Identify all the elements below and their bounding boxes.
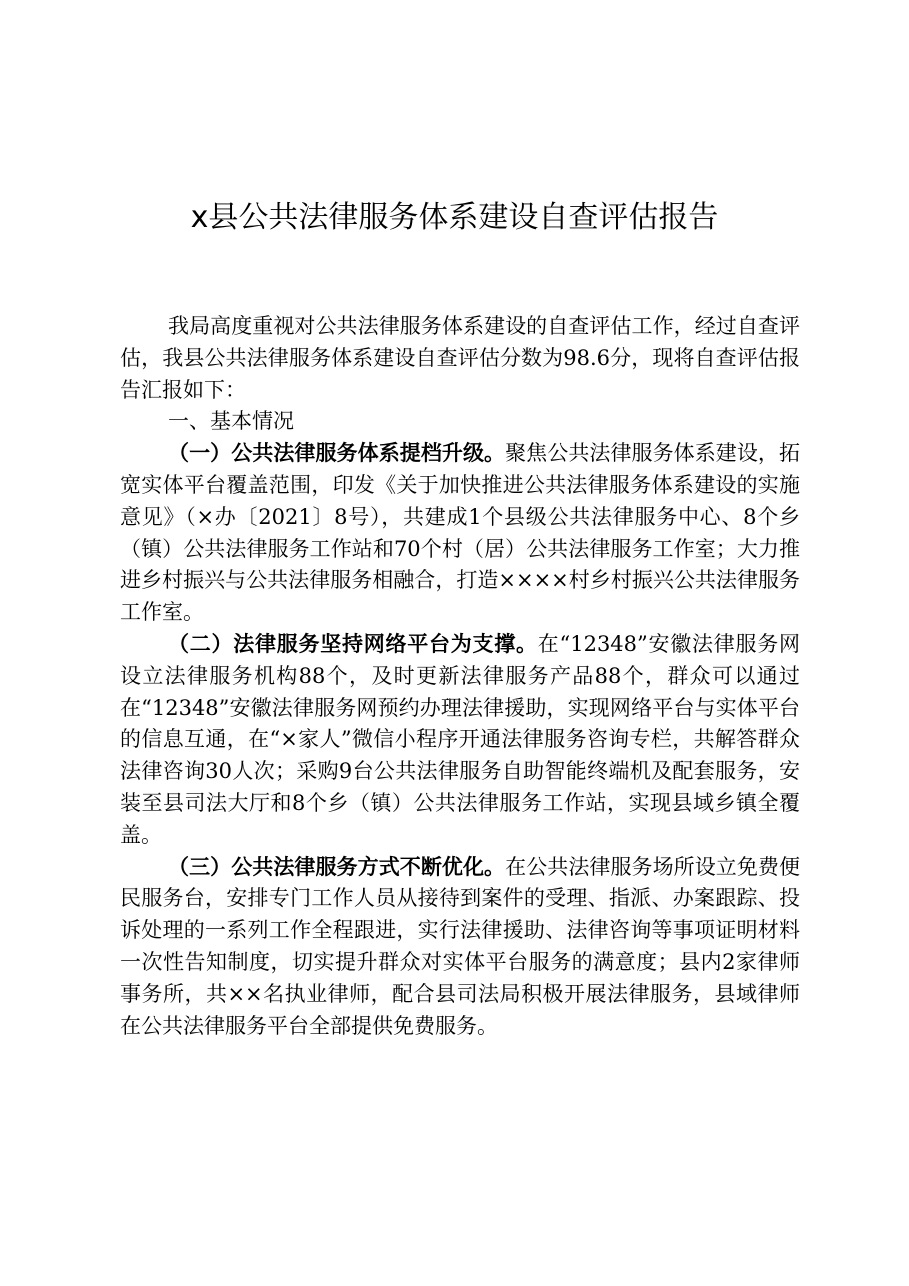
section-heading: 一、基本情况 bbox=[168, 409, 294, 434]
paragraph-lead: （三）公共法律服务方式不断优化。 bbox=[168, 854, 506, 879]
paragraph-item-3 bbox=[120, 852, 800, 1043]
paragraph-item-2 bbox=[120, 629, 800, 852]
paragraph-lead: （一）公共法律服务体系提档升级。 bbox=[168, 441, 506, 466]
paragraph-text: 在“12348”安徽法律服务网设立法律服务机构88个，及时更新法律服务产品88个，群众可以通过在“12348”安徽法律服务网预约办理法律援助，实现网络平台与实体平台的信息互通，在“×家人”微信小程序开通法律服务咨询专栏，共解答群众法律咨询30人次；采购9台公共法律服务自助智能终端机及配套服务，安装至县司法大厅和8个乡（镇）公共法律服务工作站，实现县域乡镇全覆盖。 bbox=[120, 631, 800, 847]
document-title: x县公共法律服务体系建设自查评估报告 bbox=[190, 200, 719, 235]
paragraph-lead: （二）法律服务坚持网络平台为支撑。 bbox=[168, 631, 538, 656]
paragraph-item-1 bbox=[120, 438, 800, 629]
paragraph-text: 聚焦公共法律服务体系建设，拓宽实体平台覆盖范围，印发《关于加快推进公共法律服务体系建设的实施意见》（×办〔2021〕8号），共建成1个县级公共法律服务中心、8个乡（镇）公共法律服务工作站和70个村（居）公共法律服务工作室；大力推进乡村振兴与公共法律服务相融合，打造××××村乡村振兴公共法律服务工作室。 bbox=[120, 441, 801, 625]
intro-paragraph: 我局高度重视对公共法律服务体系建设的自查评估工作，经过自查评估，我县公共法律服务体系建设自查评估分数为98.6分，现将自查评估报告汇报如下： bbox=[120, 314, 800, 402]
paragraph-text: 在公共法律服务场所设立免费便民服务台，安排专门工作人员从接待到案件的受理、指派、办案跟踪、投诉处理的一系列工作全程跟进，实行法律援助、法律咨询等事项证明材料一次性告知制度，切实提升群众对实体平台服务的满意度；县内2家律师事务所，共××名执业律师，配合县司法局积极开展法律服务，县域律师在公共法律服务平台全部提供免费服务。 bbox=[120, 854, 801, 1038]
document-body bbox=[120, 311, 800, 1042]
